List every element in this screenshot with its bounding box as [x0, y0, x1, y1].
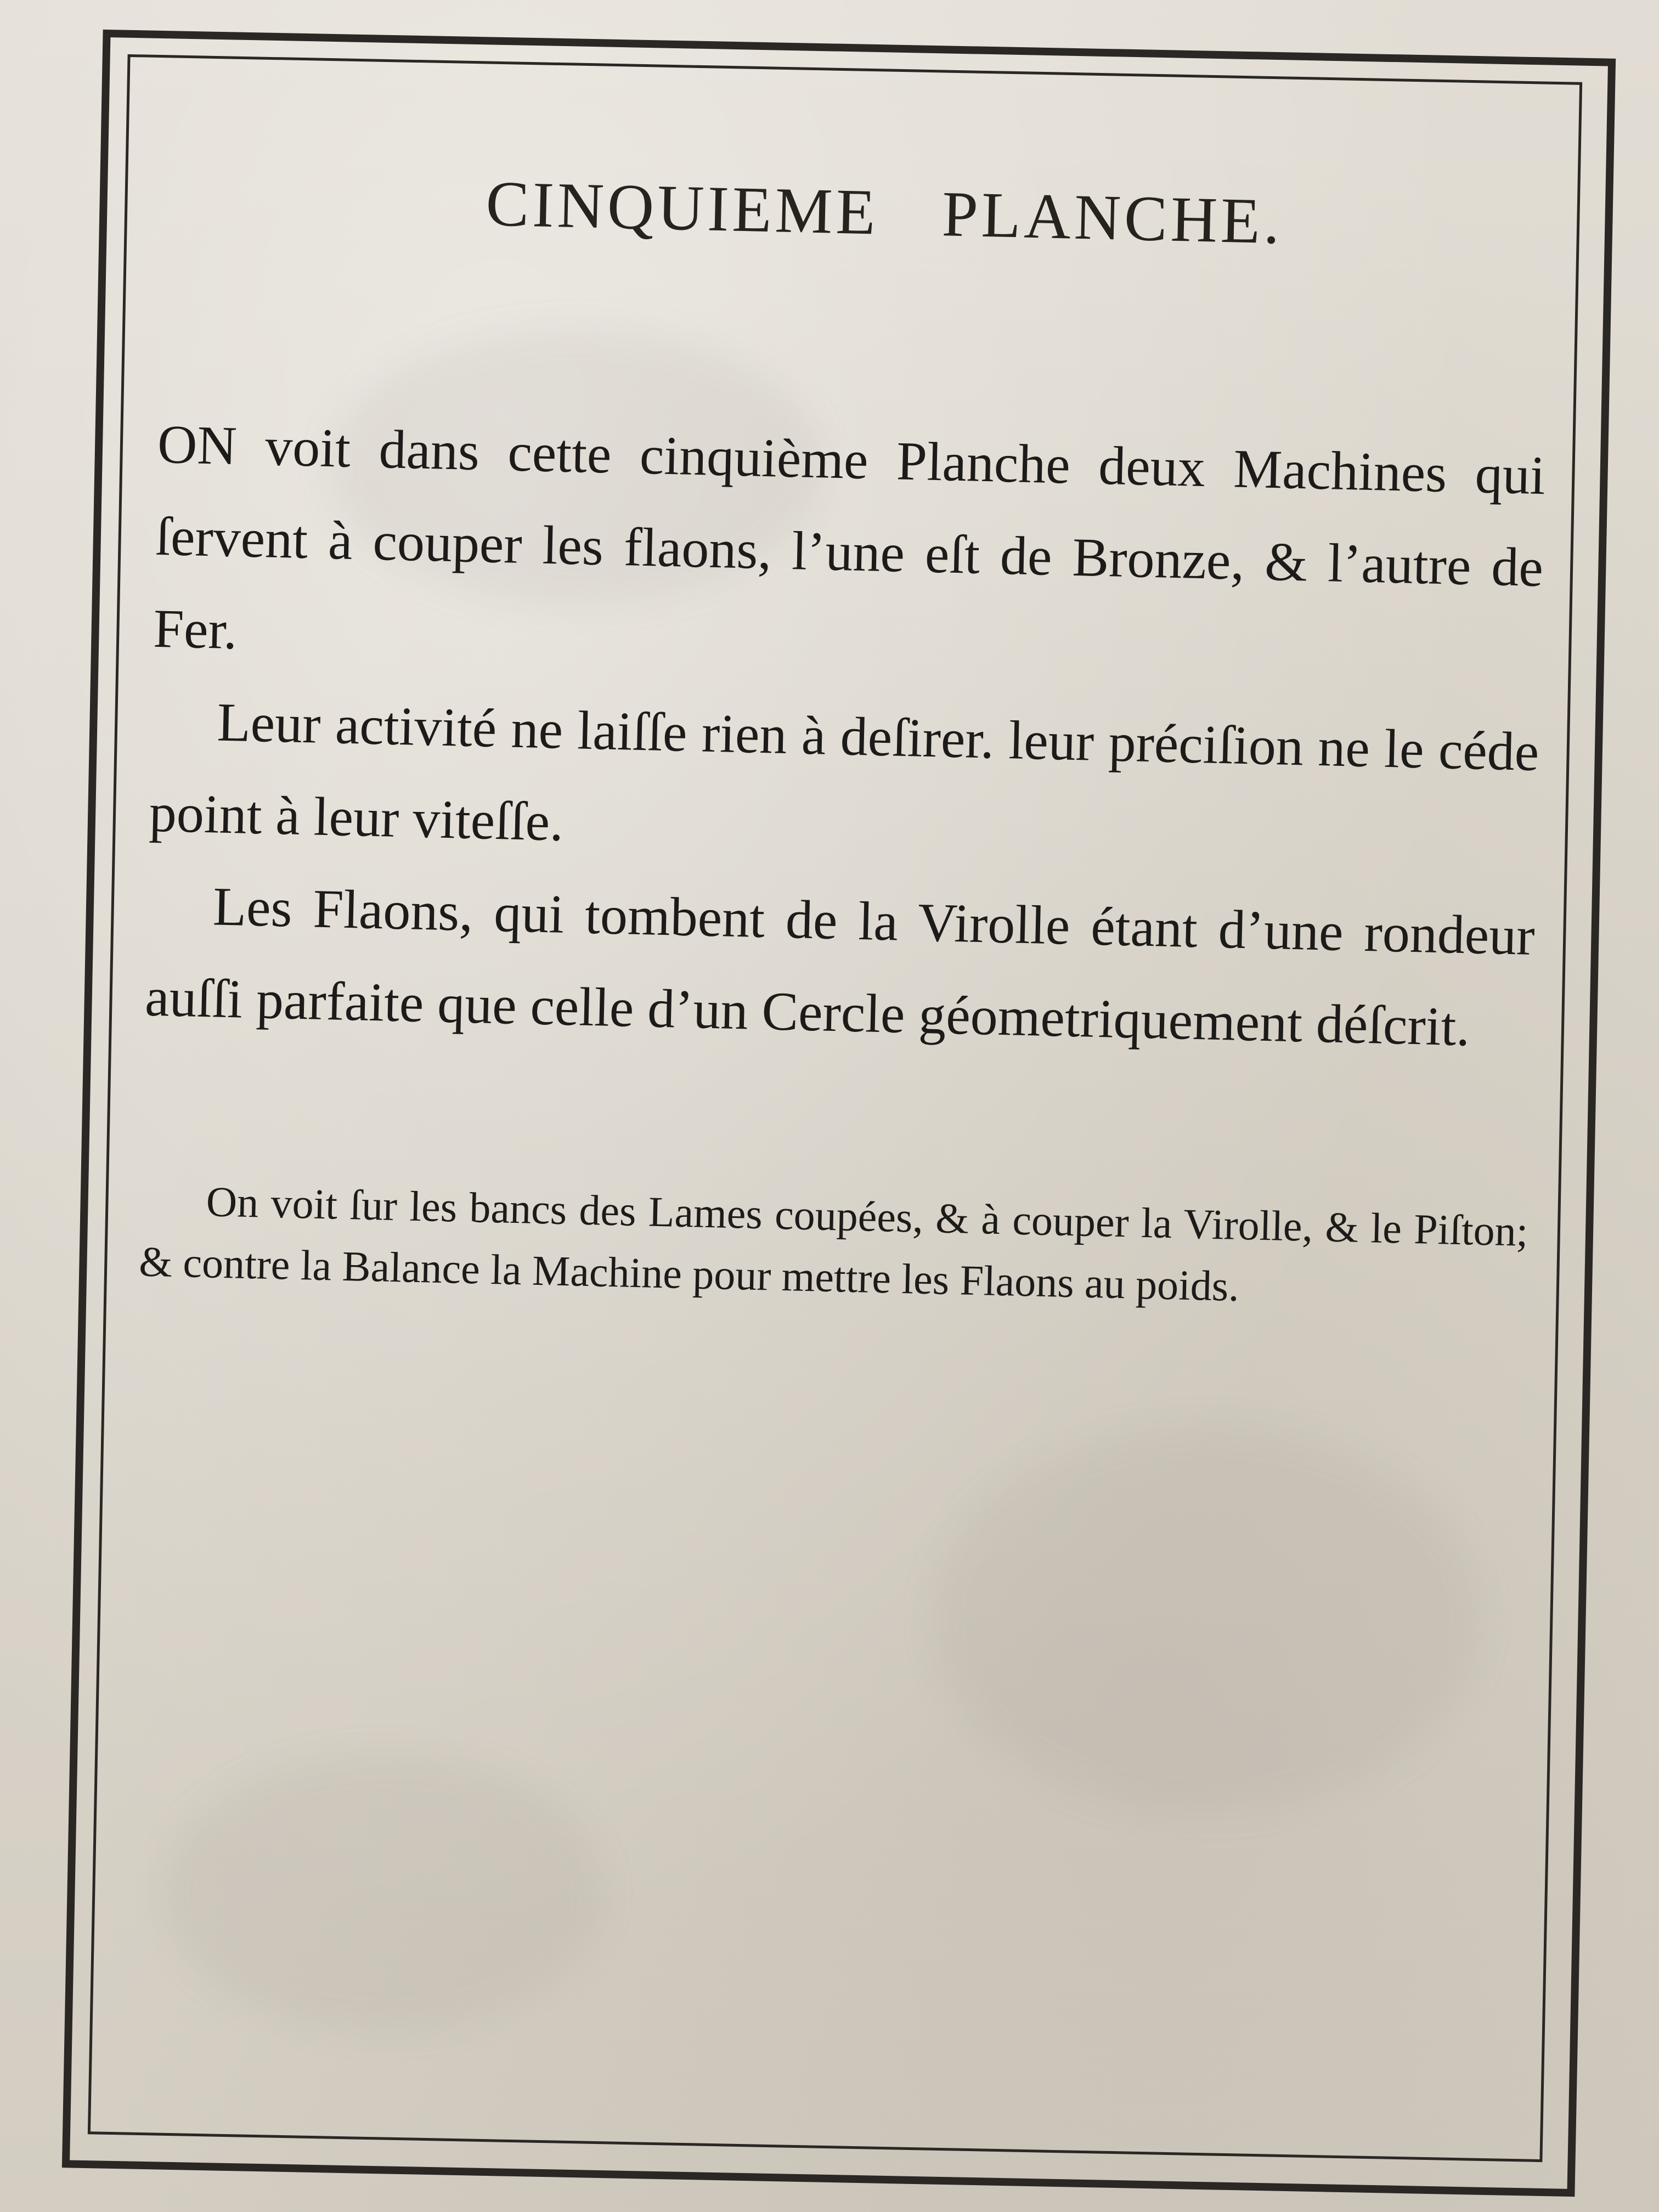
page-title: CINQUIEME PLANCHE. [485, 167, 1284, 258]
paragraph: Leur activité ne laiſſe rien à deſirer. leur préciſion ne le céde point à leur viteſſe. [148, 691, 1540, 853]
paragraph: ON voit dans cette cinquième Planche deux Machines qui ſervent à couper les flaons, l’une eſt de Bronze, & l’autre de Fer. [153, 413, 1546, 661]
page-content [137, 137, 1563, 1367]
plate-note: On voit ſur les bancs des Lames coupées, & à couper la Virolle, & le Piſton; & contre la Balance la Machine pour mettre les Flaons au poids. [138, 1177, 1529, 1310]
paragraph: Les Flaons, qui tombent de la Virolle étant d’une rondeur auſſi parfaite que celle d’un Cercle géometriquement déſcrit. [144, 876, 1536, 1058]
body-text [144, 398, 1558, 1075]
